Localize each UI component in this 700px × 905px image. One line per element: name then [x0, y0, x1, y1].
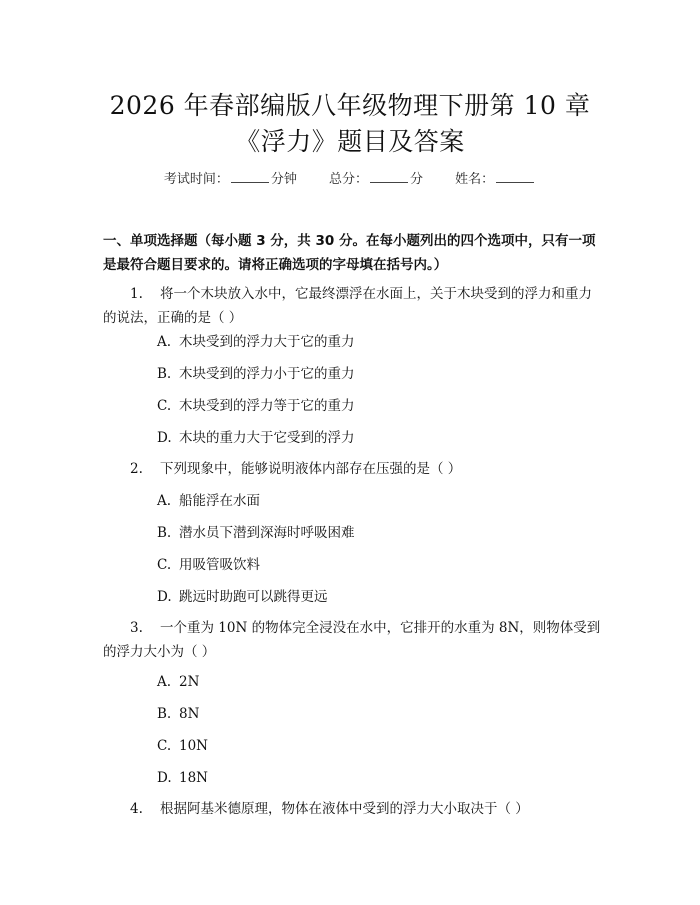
question-text-line-1: 根据阿基米德原理，物体在液体中受到的浮力大小取决于（ ） — [160, 801, 529, 817]
option-letter: D. — [157, 589, 172, 605]
option-text: 木块的重力大于它受到的浮力 — [179, 430, 355, 446]
exam-time-unit: 分钟 — [270, 172, 297, 187]
question-1-option-c — [157, 396, 355, 416]
option-letter: A. — [157, 674, 172, 690]
option-letter: A. — [157, 493, 172, 509]
exam-info — [0, 168, 700, 187]
question-3 — [103, 616, 603, 664]
question-number: 4. — [130, 801, 143, 817]
section-heading-line-1: 一、单项选择题（每小题 3 分，共 30 分。在每小题列出的四个选项中，只有一项 — [103, 233, 596, 249]
question-text-line-1: 将一个木块放入水中，它最终漂浮在水面上，关于木块受到的浮力和重力 — [160, 286, 592, 302]
question-4 — [103, 797, 603, 821]
section-heading-line-2: 是最符合题目要求的。请将正确选项的字母填在括号内。） — [103, 257, 448, 273]
question-text-line-1: 一个重为 10N 的物体完全浸没在水中，它排开的水重为 8N，则物体受到 — [160, 620, 601, 636]
question-number: 3. — [130, 620, 143, 636]
question-2-option-a — [157, 491, 260, 511]
total-score-unit: 分 — [410, 172, 424, 187]
option-text: 跳远时助跑可以跳得更远 — [179, 589, 328, 605]
page-title-line-2: 《浮力》题目及答案 — [235, 127, 465, 156]
option-text: 木块受到的浮力等于它的重力 — [179, 398, 355, 414]
question-2-option-c — [157, 555, 260, 575]
question-2 — [103, 457, 603, 481]
option-letter: B. — [157, 525, 172, 541]
question-1 — [103, 282, 603, 330]
student-name — [455, 172, 536, 187]
total-score — [329, 172, 427, 187]
option-text: 潜水员下潜到深海时呼吸困难 — [179, 525, 355, 541]
option-letter: B. — [157, 706, 172, 722]
option-text: 10N — [179, 738, 208, 754]
question-1-option-a — [157, 332, 355, 352]
option-letter: D. — [157, 770, 172, 786]
question-number: 2. — [130, 461, 143, 477]
question-3-option-d — [157, 768, 208, 788]
question-1-option-d — [157, 428, 355, 448]
exam-time-label: 考试时间： — [163, 172, 229, 187]
question-2-option-b — [157, 523, 355, 543]
exam-time-blank — [231, 170, 269, 183]
total-score-blank — [370, 170, 408, 183]
option-text: 木块受到的浮力大于它的重力 — [179, 334, 355, 350]
option-letter: C. — [157, 557, 172, 573]
option-letter: A. — [157, 334, 172, 350]
option-text: 用吸管吸饮料 — [179, 557, 260, 573]
option-text: 18N — [179, 770, 208, 786]
option-letter: C. — [157, 738, 172, 754]
section-heading — [103, 229, 603, 277]
question-3-option-b — [157, 704, 199, 724]
option-letter: D. — [157, 430, 172, 446]
total-score-label: 总分： — [328, 172, 368, 187]
page-title-line-1: 2026 年春部编版八年级物理下册第 10 章 — [109, 91, 591, 120]
option-text: 8N — [179, 706, 200, 722]
student-name-label: 姓名： — [455, 172, 495, 187]
question-text-line-2: 的浮力大小为（ ） — [103, 644, 216, 660]
option-letter: C. — [157, 398, 172, 414]
question-3-option-c — [157, 736, 208, 756]
question-2-option-d — [157, 587, 328, 607]
question-3-option-a — [157, 672, 199, 692]
student-name-blank — [496, 170, 534, 183]
question-text-line-2: 的说法，正确的是（ ） — [103, 310, 243, 326]
question-1-option-b — [157, 364, 355, 384]
option-text: 木块受到的浮力小于它的重力 — [179, 366, 355, 382]
question-text-line-1: 下列现象中，能够说明液体内部存在压强的是（ ） — [160, 461, 462, 477]
question-number: 1. — [130, 286, 143, 302]
option-text: 船能浮在水面 — [179, 493, 260, 509]
option-letter: B. — [157, 366, 172, 382]
option-text: 2N — [179, 674, 200, 690]
exam-time — [164, 172, 301, 187]
